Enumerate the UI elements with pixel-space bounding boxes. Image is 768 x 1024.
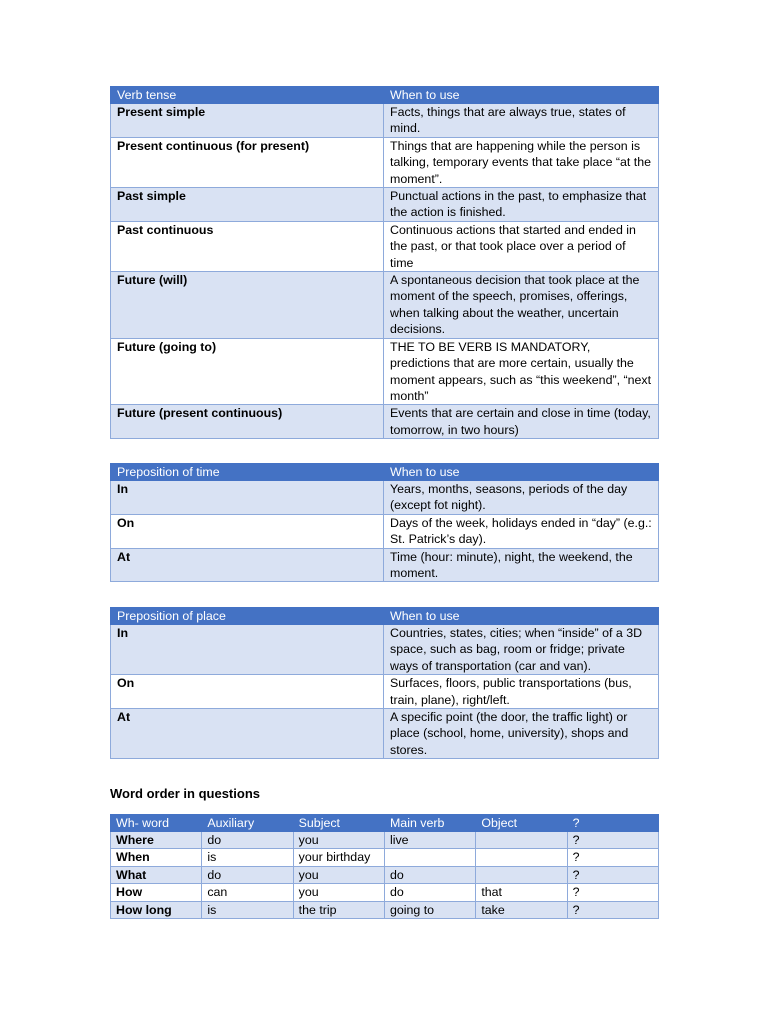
table-row: [111, 832, 659, 849]
preposition-of-time-table: [110, 463, 659, 582]
table-row: [111, 866, 659, 883]
preposition-usage: Years, months, seasons, periods of the day (except fot night).: [384, 481, 659, 515]
table-row: [111, 188, 659, 222]
header-when-to-use: When to use: [384, 464, 659, 481]
table-row: [111, 884, 659, 901]
wh-word-cell: What: [111, 866, 202, 883]
header-when-to-use: When to use: [384, 608, 659, 625]
question-mark-cell: ?: [567, 832, 658, 849]
object-cell: [476, 832, 567, 849]
header-when-to-use: When to use: [384, 87, 659, 104]
header-subject: Subject: [293, 815, 384, 832]
table-header-row: [111, 87, 659, 104]
auxiliary-cell: do: [202, 866, 293, 883]
table-row: [111, 514, 659, 548]
preposition-usage: A specific point (the door, the traffic light) or place (school, home, university), shops and stores.: [384, 709, 659, 759]
preposition-usage: Surfaces, floors, public transportations (bus, train, plane), right/left.: [384, 675, 659, 709]
table-row: [111, 709, 659, 759]
auxiliary-cell: can: [202, 884, 293, 901]
main-verb-cell: do: [384, 866, 475, 883]
main-verb-cell: live: [384, 832, 475, 849]
auxiliary-cell: is: [202, 849, 293, 866]
tense-name: Future (will): [111, 272, 384, 339]
main-verb-cell: do: [384, 884, 475, 901]
tense-usage: Events that are certain and close in time (today, tomorrow, in two hours): [384, 405, 659, 439]
table-row: [111, 675, 659, 709]
wh-word-cell: How long: [111, 901, 202, 918]
word-order-table: [110, 814, 659, 919]
preposition-usage: Time (hour: minute), night, the weekend, the moment.: [384, 548, 659, 582]
subject-cell: you: [293, 832, 384, 849]
tense-name: Present simple: [111, 104, 384, 138]
tense-usage: Continuous actions that started and ended in the past, or that took place over a period of time: [384, 221, 659, 271]
table-row: [111, 338, 659, 405]
tense-name: Future (going to): [111, 338, 384, 405]
header-main-verb: Main verb: [384, 815, 475, 832]
table-row: [111, 221, 659, 271]
subject-cell: you: [293, 884, 384, 901]
preposition: On: [111, 514, 384, 548]
object-cell: [476, 866, 567, 883]
verb-tense-table: [110, 86, 659, 439]
object-cell: take: [476, 901, 567, 918]
preposition: On: [111, 675, 384, 709]
tense-name: Present continuous (for present): [111, 137, 384, 187]
table-row: [111, 104, 659, 138]
table-row: [111, 272, 659, 339]
wh-word-cell: Where: [111, 832, 202, 849]
preposition: In: [111, 625, 384, 675]
tense-usage: A spontaneous decision that took place at the moment of the speech, promises, offerings, when talking about the weather, uncertain decisions.: [384, 272, 659, 339]
wh-word-cell: When: [111, 849, 202, 866]
tense-usage: THE TO BE VERB IS MANDATORY, predictions that are more certain, usually the moment appears, such as “this weekend”, “next month”: [384, 338, 659, 405]
word-order-heading: Word order in questions: [110, 786, 260, 801]
question-mark-cell: ?: [567, 884, 658, 901]
object-cell: that: [476, 884, 567, 901]
main-verb-cell: [384, 849, 475, 866]
subject-cell: you: [293, 866, 384, 883]
header-preposition-of-time: Preposition of time: [111, 464, 384, 481]
auxiliary-cell: do: [202, 832, 293, 849]
preposition-usage: Countries, states, cities; when “inside” of a 3D space, such as bag, room or fridge; private ways of transportation (car and van).: [384, 625, 659, 675]
header-verb-tense: Verb tense: [111, 87, 384, 104]
table-row: [111, 625, 659, 675]
tense-usage: Punctual actions in the past, to emphasize that the action is finished.: [384, 188, 659, 222]
subject-cell: your birthday: [293, 849, 384, 866]
auxiliary-cell: is: [202, 901, 293, 918]
tense-name: Future (present continuous): [111, 405, 384, 439]
header-preposition-of-place: Preposition of place: [111, 608, 384, 625]
header-auxiliary: Auxiliary: [202, 815, 293, 832]
table-row: [111, 849, 659, 866]
table-row: [111, 137, 659, 187]
table-row: [111, 548, 659, 582]
question-mark-cell: ?: [567, 849, 658, 866]
main-verb-cell: going to: [384, 901, 475, 918]
preposition: At: [111, 548, 384, 582]
header-question-mark: ?: [567, 815, 658, 832]
table-row: [111, 481, 659, 515]
tense-usage: Things that are happening while the person is talking, temporary events that take place “at the moment”.: [384, 137, 659, 187]
tense-usage: Facts, things that are always true, states of mind.: [384, 104, 659, 138]
tense-name: Past simple: [111, 188, 384, 222]
object-cell: [476, 849, 567, 866]
table-row: [111, 901, 659, 918]
preposition: At: [111, 709, 384, 759]
table-row: [111, 405, 659, 439]
header-object: Object: [476, 815, 567, 832]
table-header-row: [111, 608, 659, 625]
table-header-row: [111, 815, 659, 832]
preposition: In: [111, 481, 384, 515]
header-wh-word: Wh- word: [111, 815, 202, 832]
tense-name: Past continuous: [111, 221, 384, 271]
wh-word-cell: How: [111, 884, 202, 901]
preposition-of-place-table: [110, 607, 659, 759]
preposition-usage: Days of the week, holidays ended in “day” (e.g.: St. Patrick’s day).: [384, 514, 659, 548]
question-mark-cell: ?: [567, 866, 658, 883]
subject-cell: the trip: [293, 901, 384, 918]
question-mark-cell: ?: [567, 901, 658, 918]
table-header-row: [111, 464, 659, 481]
